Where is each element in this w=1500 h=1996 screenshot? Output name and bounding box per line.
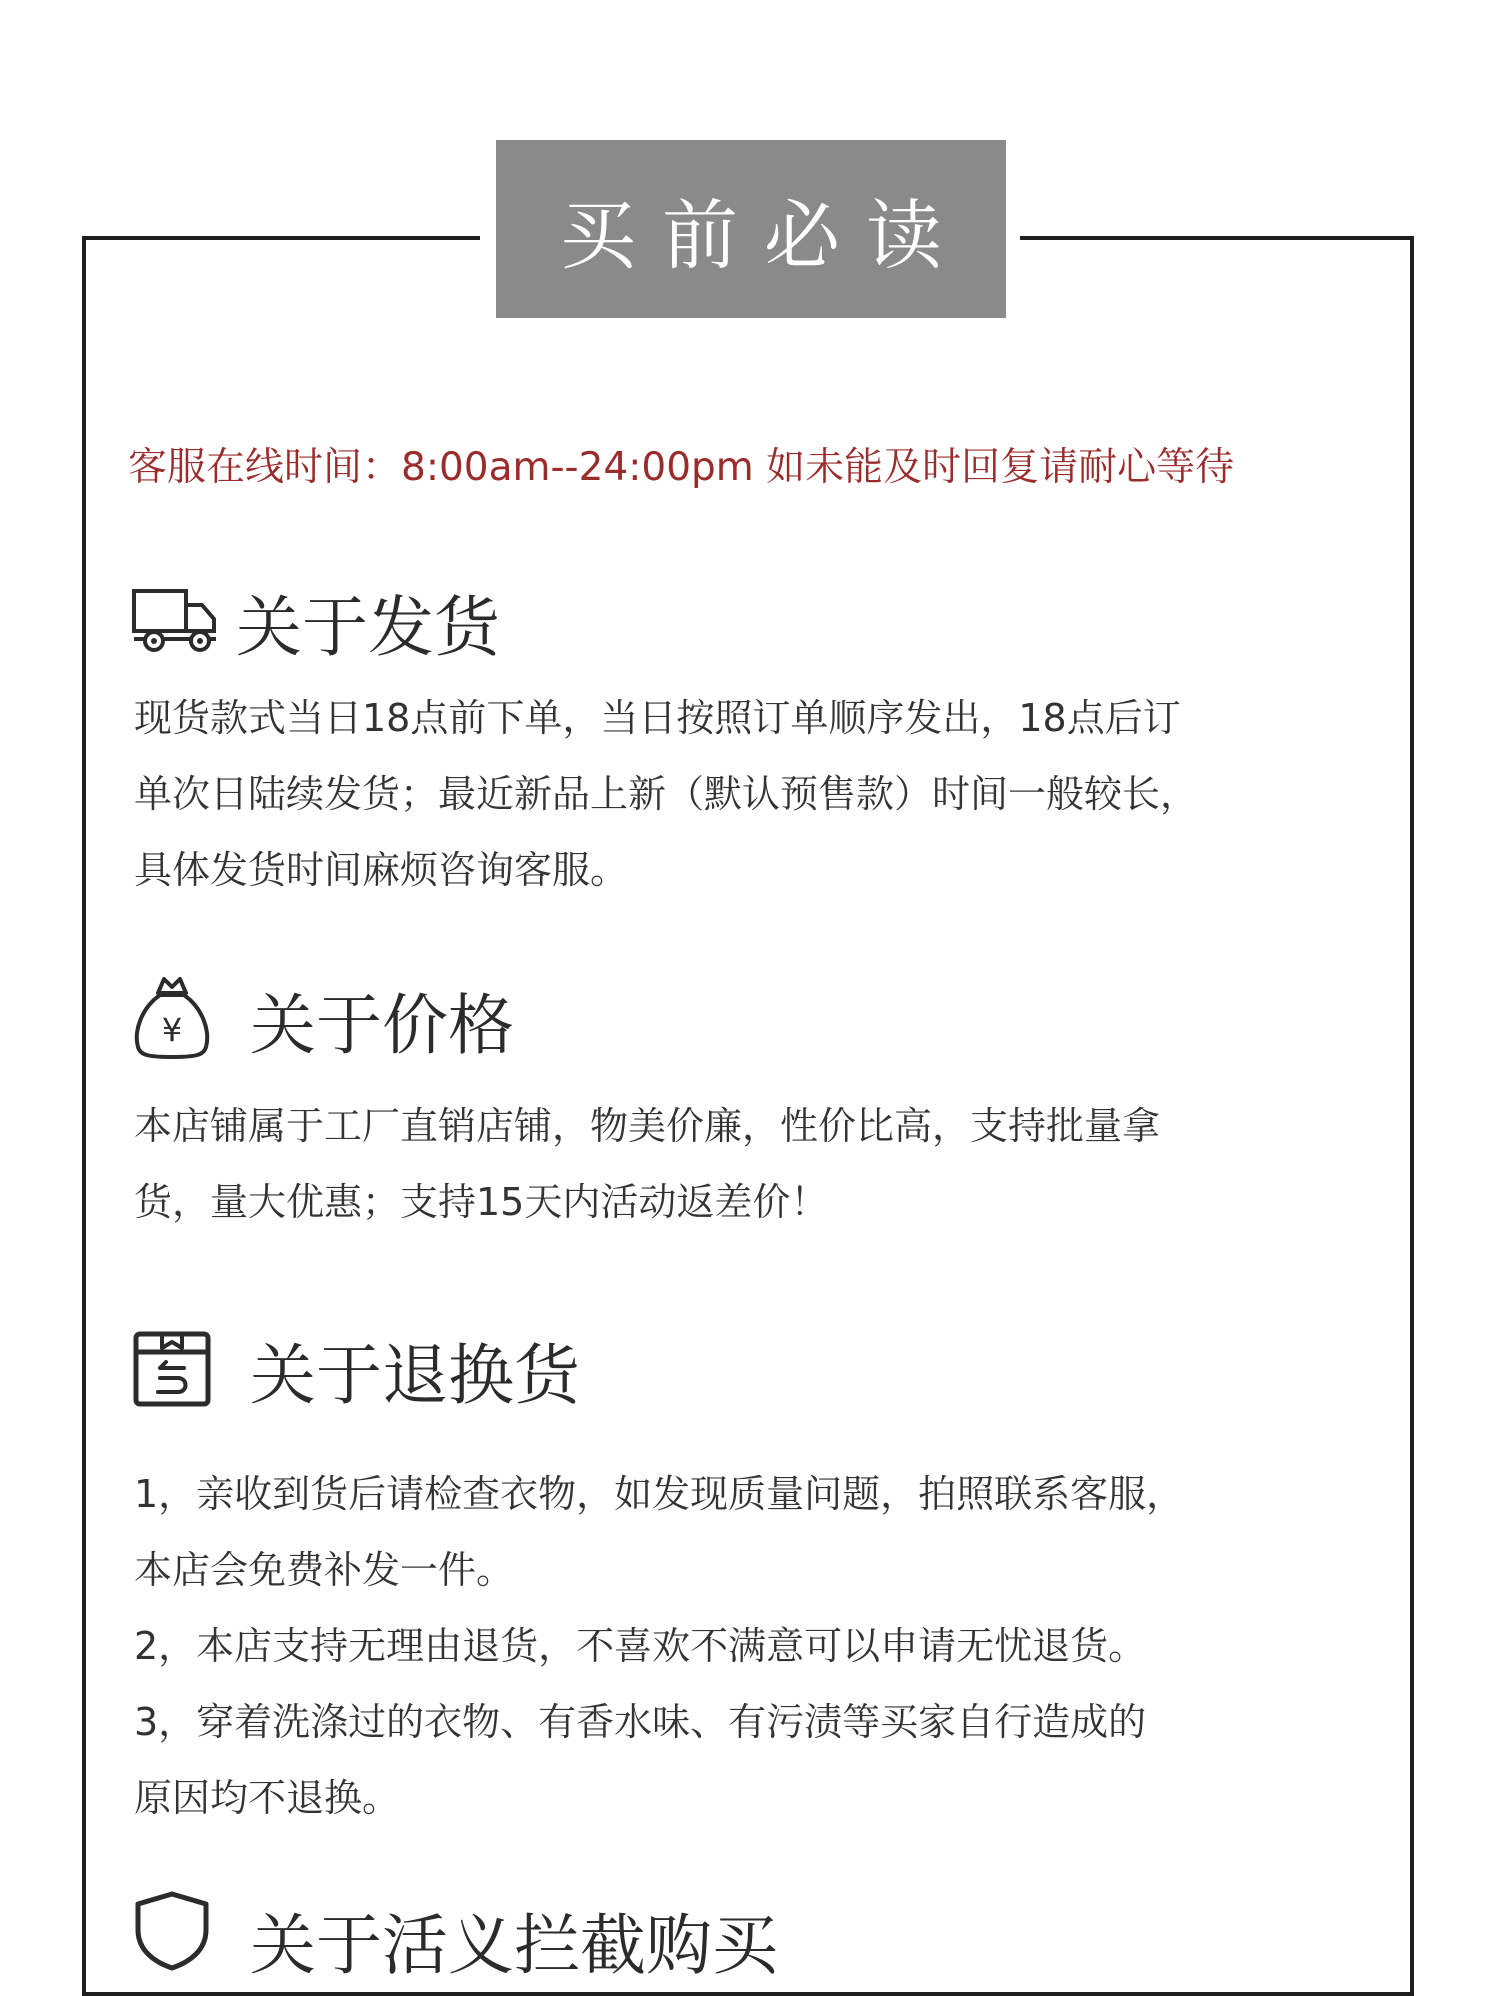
section-price-body [134,1088,1384,1240]
section-shipping-body [134,680,1384,908]
page-title: 买前必读 [560,190,968,280]
service-hours-notice: 客服在线时间：8:00am--24:00pm 如未能及时回复请耐心等待 [128,445,1235,490]
section-title-shipping: 关于发货 [236,589,500,666]
paragraph-line: 原因均不退换。 [134,1776,401,1820]
section-shipping-header [132,574,500,669]
paragraph-line: 3，穿着洗涤过的衣物、有香水味、有污渍等买家自行造成的 [134,1700,1147,1744]
svg-text:¥: ¥ [161,1010,183,1049]
paragraph-line: 现货款式当日18点前下单，当日按照订单顺序发出，18点后订 [134,696,1181,740]
section-title-intercept: 关于活义拦截购买 [250,1907,778,1984]
section-returns-header [132,1322,580,1417]
section-returns-body [134,1456,1384,1836]
return-box-icon [132,1328,212,1412]
section-title-returns: 关于退换货 [250,1337,580,1414]
paragraph-line: 2，本店支持无理由退货，不喜欢不满意可以申请无忧退货。 [134,1624,1147,1668]
paragraph-line: 1，亲收到货后请检查衣物，如发现质量问题，拍照联系客服， [134,1472,1185,1516]
section-title-price: 关于价格 [250,987,514,1064]
paragraph-line: 本店铺属于工厂直销店铺，物美价廉，性价比高，支持批量拿 [134,1104,1161,1148]
paragraph-line: 单次日陆续发货；最近新品上新（默认预售款）时间一般较长， [134,772,1199,816]
title-banner [496,140,1006,318]
section-price-header [132,972,514,1067]
money-bag-icon [132,975,212,1065]
delivery-truck-icon [132,587,218,657]
paragraph-line: 货，量大优惠；支持15天内活动返差价！ [134,1180,829,1224]
shield-icon [132,1890,212,1974]
paragraph-line: 具体发货时间麻烦咨询客服。 [134,848,629,892]
paragraph-line: 本店会免费补发一件。 [134,1548,515,1592]
section-intercept-header [132,1890,778,1984]
